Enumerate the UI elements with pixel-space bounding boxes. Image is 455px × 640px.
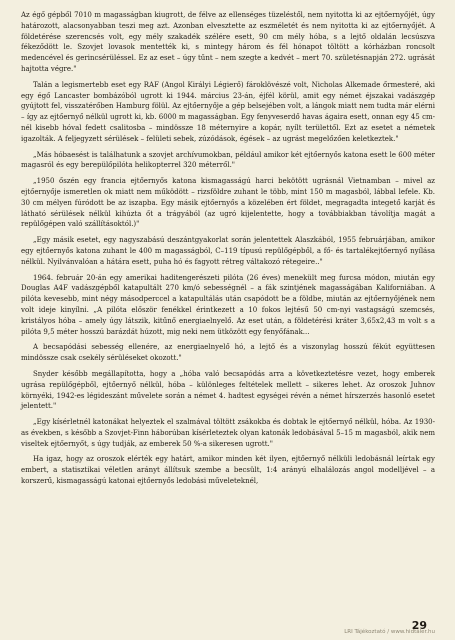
paragraph-8: Snyder később megállapította, hogy a „hóba való becsapódás arra a következtetésre vezet, hogy emberek ugrása repülőgépből, ejtőernyő nélkül, hóba – különleges feltételek mellett – sikeres lehet. Az oroszok Juhnov környéki, 1942-es légideszánt művelete során a német 4. hadtest egységei révén a német hírszerzés hasonló esetet jelentett." <box>21 369 435 411</box>
article-body <box>21 10 435 487</box>
paragraph-9: „Egy kísérletnél katonákat helyeztek el szalmával töltött zsákokba és dobtak le ejtőernyő nélkül, hóba. Az 1930-as években, s később a Szovjet-Finn háborúban kísérleteztek olyan katonák ledobásával 5–15 m magasból, akik nem viseltek ejtőernyőt, s úgy tudják, az emberek 50 %-a sikeresen ugrott." <box>21 418 435 448</box>
footer-watermark: LRI Tájékoztató / www.hidtáler.hu <box>344 629 435 635</box>
paragraph-5: „Egy másik esetet, egy nagyszabású deszántgyakorlat során jelentettek Alaszkából, 1955 februárjában, amikor egy ejtőernyős katona zuhant le 400 m magasságból, C–119 típusú repülőgépből, a fő- és tartalékejtőernyő nyílása nélkül. Nyilvánvalóan a hátára esett, puha hó és fagyott rétreg váltakozó rétegeire.." <box>21 236 435 266</box>
paragraph-10: Ha igaz, hogy az oroszok elérték egy határt, amikor minden két ilyen, ejtőernyő nélküli ledobásnál leírtak egy embert, a statisztikai véletlen arányt állítsuk szembe a becsült, 1:4 arányú elhalálozás angol modelljével – a korszerű, kismagasságú katonai ejtőernyős ledobási műveleteknél, <box>21 455 435 486</box>
paragraph-7: A becsapódási sebesség ellenére, az energiaelnyelő hó, a lejtő és a viszonylag hosszú fékút együttesen mindössze csak csekély sérüléseket okozott." <box>21 343 435 363</box>
page-number: 29 <box>411 619 427 632</box>
page-footer <box>0 619 435 635</box>
paragraph-3: „Más hóbaesést is találhatunk a szovjet archívumokban, például amikor két ejtőernyős katona esett le 600 méter magasról és egy berepülőpilóta helikopterrel 320 méterről." <box>21 150 435 170</box>
paragraph-1: Az égő gépből 7010 m magasságban kiugrott, de félve az ellenséges tüzeléstől, nem nyitotta ki az ejtőernyőjét, úgy határozott, alacsonyabban teszi meg azt. Azonban elvesztette az eszméletét és nem nyitotta ki az ejtőernyőjét. A földetérése szerencsés volt, egy mély szakadék szélére esett, 90 cm mély hóba, s a lejtő oldalán lecsúszva fékeződött le. Szovjet lovasok mentették ki, s mintegy három és fél hónapot töltött a kórházban roncsolt medencével és gerincsérüléssel. Ez az eset – úgy tűnt – nem szegte a kedvét – mert 70. születésnapján 272. ugrását hajtotta végre." <box>21 11 435 73</box>
paragraph-4: „1950 őszén egy francia ejtőernyős katona kismagasságú harci bekötött ugrásnál Vietnamban – mivel az ejtőernyője ismeretlen ok miatt nem működött – rizsföldre zuhant le több, mint 150 m magasból, lábbal lefele. Kb. 30 cm mélyen fúródott be az iszapba. Egy másik ejtőernyős a közelében ért földet, megragadta integető karját és látható sérülések nélkül kihúzta őt a trágyából (az ugró kijelentette, hogy a továbbiakban távolítja magát a repülőgépen való szállításoktól.)" <box>21 177 435 229</box>
paragraph-6: 1964. február 20-án egy amerikai haditengerészeti pilóta (26 éves) menekült meg furcsa módon, miután egy Douglas A4F vadászgépből katapultált 270 km/ó sebességnél – a fák szintjének magasságában Kaliforniában. A pilóta kevesebb, mint négy másodperccel a katapultálás után csapódott be a földbe, miután az ejtőernyőjének nem volt ideje kinyílni. „A pilóta először fenékkel érintkezett a 10 fokos lejtésű 50 cm-nyi vastagságú szemcsés, kristályos hóba – amely úgy látszik, kitűnő energiaelnyelő. Az eset után, a földetérési kráter 3,65x2,43 m volt s a pilóta 9,5 méter hosszú barázdát húzott, mig neki nem ütközött egy fenyőfának... <box>21 273 435 336</box>
paragraph-2: Talán a legismertebb eset egy RAF (Angol Királyi Légierő) fároklövészé volt, Nicholas Alkemade őrmesteré, aki egy égő Lancaster bombázóból ugrott ki 1944. március 23-án, éjfél körül, amit egy német éjszakai vadászgép gyújtott fel, visszatérőben Hamburg fölül. Az ejtőernyője a gép belsejében volt, a lángok miatt nem tudta már elérni – így az ejtőernyő nélkül ugrott ki, kb. 6000 m magasságban. Egy fenyveserdő havas ágaira esett, onnan egy 45 cm-nél kisebb hóval fedett csalitosba – mindössze 18 méternyire a kopár, nyílt területtől. Ezt az esetet a németek igazolták. A feljegyzett sérülések – felületi sebek, zúzódások, égések – az ugrást megelőzően keletkeztek." <box>21 80 435 143</box>
